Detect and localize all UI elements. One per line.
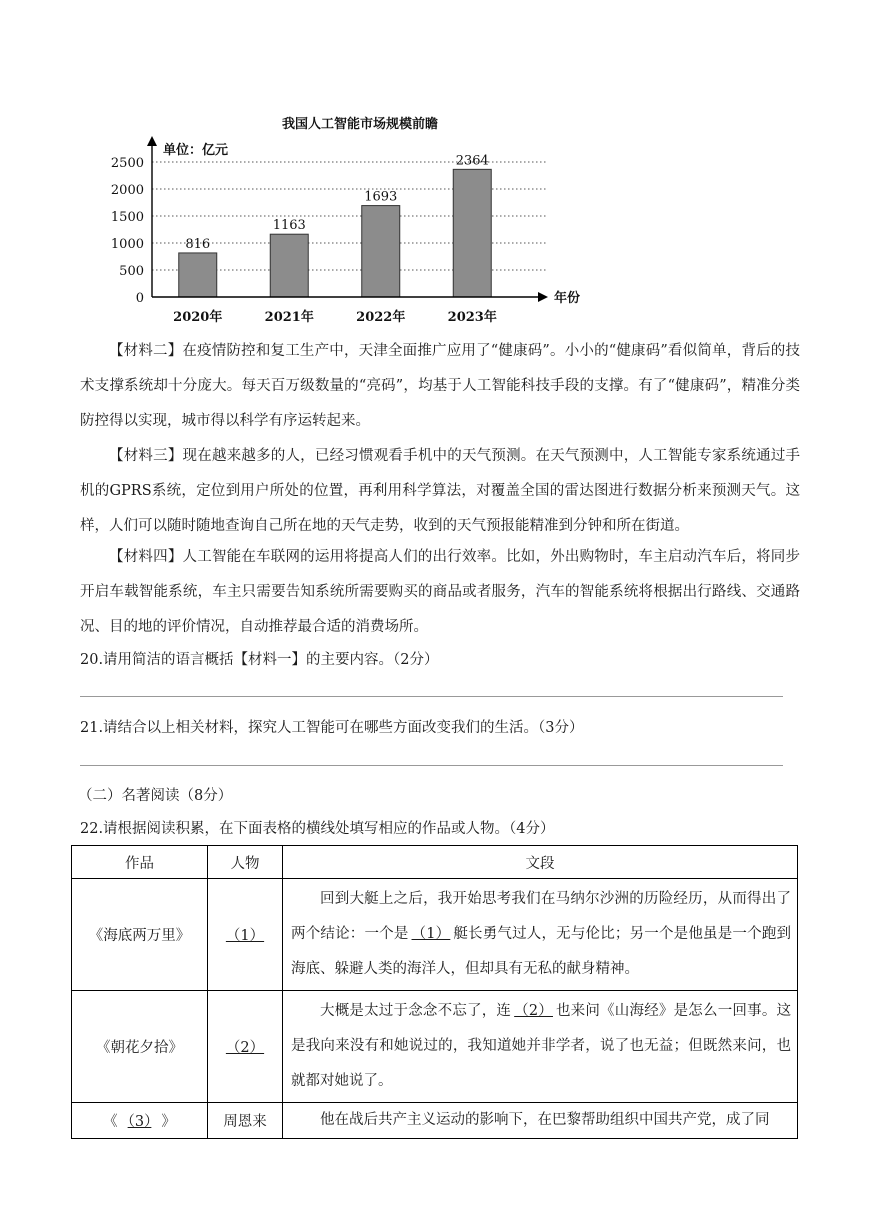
fill-blank[interactable]: （3） (127, 1114, 152, 1130)
y-tick-label: 1500 (110, 210, 144, 225)
passage-text: 艇长勇气过人，无与伦比；另一个是他虽是一个跑到海底、躲避人类的海洋人，但却具有无私的献身精神。 (291, 926, 792, 977)
header-person: 人物 (208, 846, 283, 879)
passage-text: 也来问《山海经》是怎么一回事。这是我向来没有和她说过的，我知道她并非学者，说了也无益；但既然来问，也就都对她说了。 (291, 1003, 792, 1089)
y-axis-arrow (147, 136, 157, 146)
chart-title: 我国人工智能市场规模前瞻 (281, 117, 439, 132)
bar-value-label: 1693 (364, 189, 398, 205)
bar (362, 206, 400, 297)
book-mark-close: 》 (161, 1114, 176, 1130)
answer-line-20[interactable] (80, 696, 783, 697)
fill-blank[interactable]: （1） (225, 928, 265, 944)
person-cell[interactable] (208, 879, 283, 991)
question-21: 21.请结合以上相关材料，探究人工智能可在哪些方面改变我们的生活。（3分） (80, 720, 584, 736)
bar (270, 234, 308, 297)
question-20: 20.请用简洁的语言概括【材料一】的主要内容。（2分） (80, 652, 439, 668)
x-tick-label: 2020年 (173, 310, 223, 325)
passage-cell (283, 991, 798, 1103)
y-tick-label: 1000 (110, 237, 144, 252)
table-row (72, 991, 798, 1103)
table-row (72, 879, 798, 991)
market-size-chart (100, 108, 600, 328)
person-cell[interactable] (208, 991, 283, 1103)
fill-blank[interactable]: （2） (225, 1040, 265, 1056)
y-tick-label: 2000 (110, 183, 144, 198)
section-heading: （二）名著阅读（8分） (78, 788, 233, 804)
bar-value-label: 2364 (455, 153, 489, 169)
literature-table (71, 845, 798, 1139)
passage-text: 大概是太过于念念不忘了，连 (320, 1003, 512, 1019)
bar (453, 169, 491, 297)
passage-cell (283, 879, 798, 991)
y-tick-label: 0 (135, 291, 144, 306)
table-header-row (72, 846, 798, 879)
bar-value-label: 1163 (272, 218, 306, 234)
passage-text: 回到大艇上之后，我开始思考我们在马纳尔沙洲的历险经历，从而得出了两个结论：一个是 (291, 891, 791, 942)
book-mark-open: 《 (103, 1114, 118, 1130)
x-tick-label: 2023年 (447, 310, 497, 325)
chart-unit-label: 单位：亿元 (163, 143, 229, 158)
answer-line-21[interactable] (80, 765, 783, 766)
fill-blank[interactable]: （2） (514, 1003, 553, 1019)
table-row (72, 1103, 798, 1139)
question-22: 22.请根据阅读积累，在下面表格的横线处填写相应的作品或人物。（4分） (80, 821, 555, 837)
bar (179, 253, 217, 297)
x-tick-label: 2022年 (356, 310, 406, 325)
y-tick-label: 2500 (110, 156, 144, 171)
material-4: 【材料四】人工智能在车联网的运用将提高人们的出行效率。比如，外出购物时，车主启动汽车后，将同步开启车载智能系统，车主只需要告知系统所需要购买的商品或者服务，汽车的智能系统将根据出行路线、交通路况、目的地的评价情况，自动推荐最合适的消费场所。 (80, 549, 800, 635)
work-cell[interactable] (72, 1103, 208, 1139)
x-axis-label: 年份 (554, 291, 581, 306)
passage-cell: 他在战后共产主义运动的影响下，在巴黎帮助组织中国共产党，成了同 (283, 1103, 798, 1139)
header-passage: 文段 (283, 846, 798, 879)
x-axis-arrow (538, 292, 548, 302)
x-tick-label: 2021年 (264, 310, 314, 325)
bar-value-label: 816 (185, 236, 211, 252)
fill-blank[interactable]: （1） (411, 926, 451, 942)
header-work: 作品 (72, 846, 208, 879)
person-cell: 周恩来 (208, 1103, 283, 1139)
material-3: 【材料三】现在越来越多的人，已经习惯观看手机中的天气预测。在天气预测中，人工智能专家系统通过手机的GPRS系统，定位到用户所处的位置，再利用科学算法，对覆盖全国的雷达图进行数据分析来预测天气。这样，人们可以随时随地查询自己所在地的天气走势，收到的天气预报能精准到分钟和所在街道。 (80, 448, 800, 534)
work-cell: 《海底两万里》 (72, 879, 208, 991)
work-cell: 《朝花夕拾》 (72, 991, 208, 1103)
y-tick-label: 500 (119, 264, 144, 279)
material-2: 【材料二】在疫情防控和复工生产中，天津全面推广应用了“健康码”。小小的“健康码”看似简单，背后的技术支撑系统却十分庞大。每天百万级数量的“亮码”，均基于人工智能科技手段的支撑。有了“健康码”，精准分类防控得以实现，城市得以科学有序运转起来。 (80, 343, 800, 429)
